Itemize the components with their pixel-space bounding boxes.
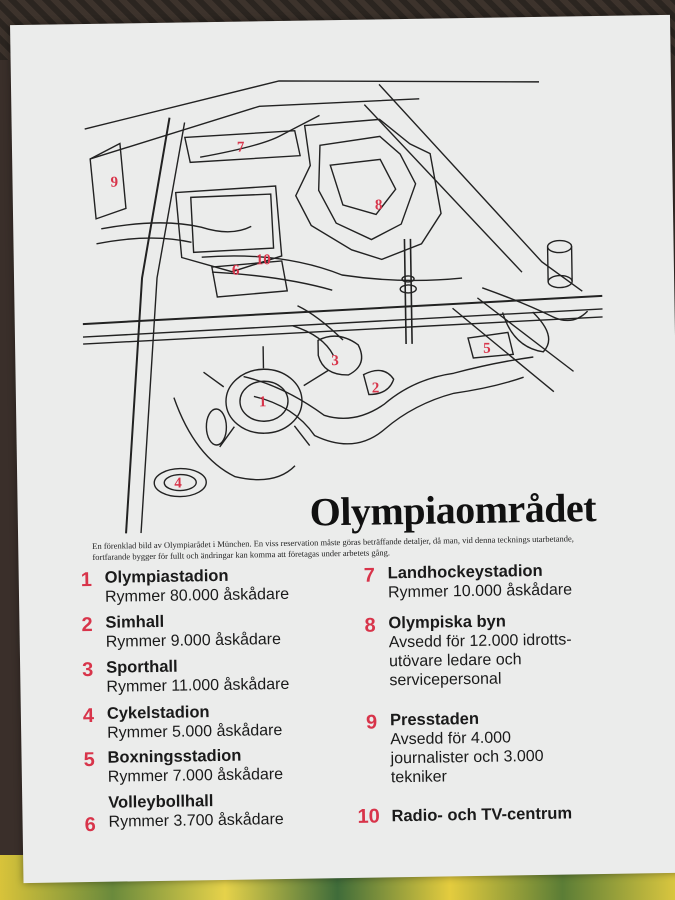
legend-desc: servicepersonal bbox=[389, 670, 502, 690]
legend-number: 8 bbox=[364, 614, 376, 637]
legend-number: 5 bbox=[83, 748, 95, 772]
legend-name: Sporthall bbox=[106, 657, 178, 677]
map-caption: En förenklad bild av Olympiarådet i München. En viss reservation måste göras beträffande detaljer, då man, vid denna tecknings utarbetande, fortfarande bygger för fullt och ändringar kan komma att företagas under arbetets gång. bbox=[92, 533, 574, 562]
legend-name: Cykelstadion bbox=[106, 703, 210, 723]
legend-number: 10 bbox=[357, 805, 380, 828]
map-label-5: 5 bbox=[483, 340, 491, 357]
legend-desc: tekniker bbox=[390, 768, 448, 787]
legend-desc: utövare ledare och bbox=[388, 651, 522, 671]
legend-number: 1 bbox=[80, 568, 93, 592]
legend-desc: Rymmer 3.700 åskådare bbox=[108, 810, 284, 831]
legend-desc: Avsedd för 12.000 idrotts- bbox=[388, 631, 572, 652]
legend-name: Presstaden bbox=[389, 709, 480, 730]
legend-number: 7 bbox=[363, 564, 376, 587]
legend-name: Boxningsstadion bbox=[107, 746, 242, 767]
legend-desc: Avsedd för 4.000 bbox=[390, 729, 512, 749]
legend-desc: Rymmer 10.000 åskådare bbox=[387, 581, 573, 602]
legend-number: 2 bbox=[81, 613, 93, 637]
map-label-4: 4 bbox=[174, 475, 182, 492]
map-label-9: 9 bbox=[110, 174, 119, 191]
legend-name: Radio- och TV-centrum bbox=[391, 804, 573, 826]
legend-number: 3 bbox=[82, 658, 94, 682]
map-label-6: 6 bbox=[231, 262, 240, 279]
legend-name: Volleybollhall bbox=[108, 792, 214, 812]
brochure-page bbox=[10, 15, 675, 883]
legend-name: Simhall bbox=[105, 612, 165, 632]
legend-name: Olympiastadion bbox=[104, 566, 229, 587]
legend-number: 9 bbox=[365, 711, 378, 734]
legend-desc: Rymmer 11.000 åskådare bbox=[106, 675, 290, 696]
map-label-2: 2 bbox=[371, 380, 380, 397]
legend-desc: Rymmer 80.000 åskådare bbox=[104, 585, 290, 606]
olympic-park-map bbox=[79, 71, 606, 534]
map-label-10: 10 bbox=[255, 252, 271, 269]
legend-number: 6 bbox=[84, 813, 96, 837]
map-label-1: 1 bbox=[258, 394, 267, 411]
legend-number: 4 bbox=[82, 704, 95, 728]
legend-desc: Rymmer 7.000 åskådare bbox=[107, 765, 284, 786]
legend-name: Landhockeystadion bbox=[387, 561, 543, 583]
map-label-7: 7 bbox=[236, 139, 245, 156]
page-title: Olympiaområdet bbox=[309, 485, 597, 535]
legend-desc: journalister och 3.000 bbox=[390, 747, 544, 768]
map-label-8: 8 bbox=[374, 197, 383, 214]
legend-name: Olympiska byn bbox=[388, 612, 506, 633]
map-label-3: 3 bbox=[331, 353, 339, 370]
legend-desc: Rymmer 5.000 åskådare bbox=[107, 721, 283, 742]
legend-desc: Rymmer 9.000 åskådare bbox=[105, 631, 282, 651]
